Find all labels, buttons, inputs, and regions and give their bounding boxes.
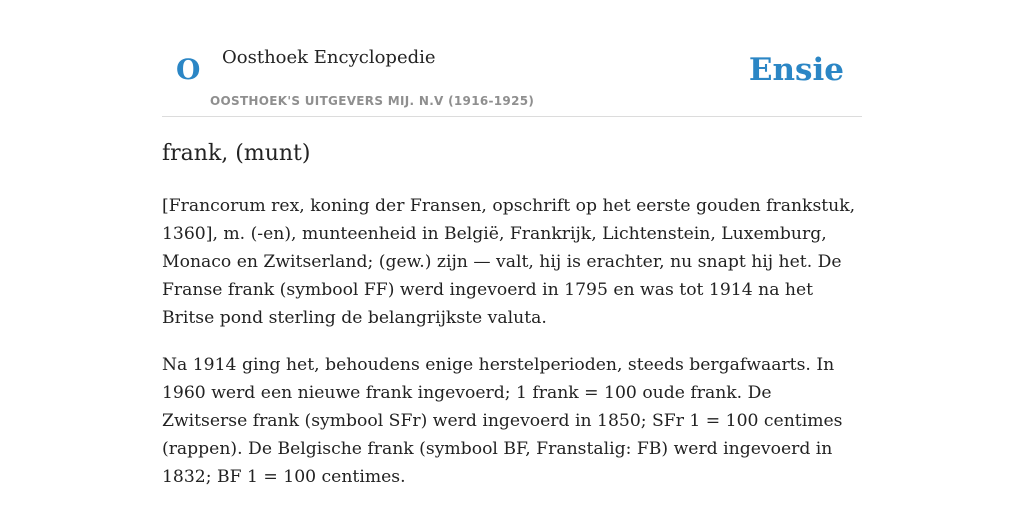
publication-title[interactable]: Oosthoek Encyclopedie [222, 47, 436, 68]
entry-title: frank, (munt) [162, 141, 311, 166]
ensie-logo-link[interactable]: Ensie [748, 52, 844, 88]
publication-logo[interactable]: O [176, 53, 201, 86]
entry-content [162, 136, 862, 491]
entry-paragraph: Na 1914 ging het, behoudens enige herstelperioden, steeds bergafwaarts. In 1960 werd een nieuwe frank ingevoerd; 1 frank = 100 oude frank. De Zwitserse frank (symbool SFr) werd ingevoerd in 1850; SFr 1 = 100 centimes (rappen). De Belgische frank (symbool BF, Franstalig: FB) werd ingevoerd in 1832; BF 1 = 100 centimes. [162, 355, 843, 487]
entry-paragraph: [Francorum rex, koning der Fransen, opschrift op het eerste gouden frankstuk, 1360], m. (-en), munteenheid in België, Frankrijk, Lichtenstein, Luxemburg, Monaco en Zwitserland; (gew.) zijn — valt, hij is erachter, nu snapt hij het. De Franse frank (symbool FF) werd ingevoerd in 1795 en was tot 1914 na het Britse pond sterling de belangrijkste valuta. [162, 196, 856, 328]
site-header [162, 0, 862, 117]
publisher-subtitle: OOSTHOEK'S UITGEVERS MIJ. N.V (1916-1925) [210, 94, 535, 108]
